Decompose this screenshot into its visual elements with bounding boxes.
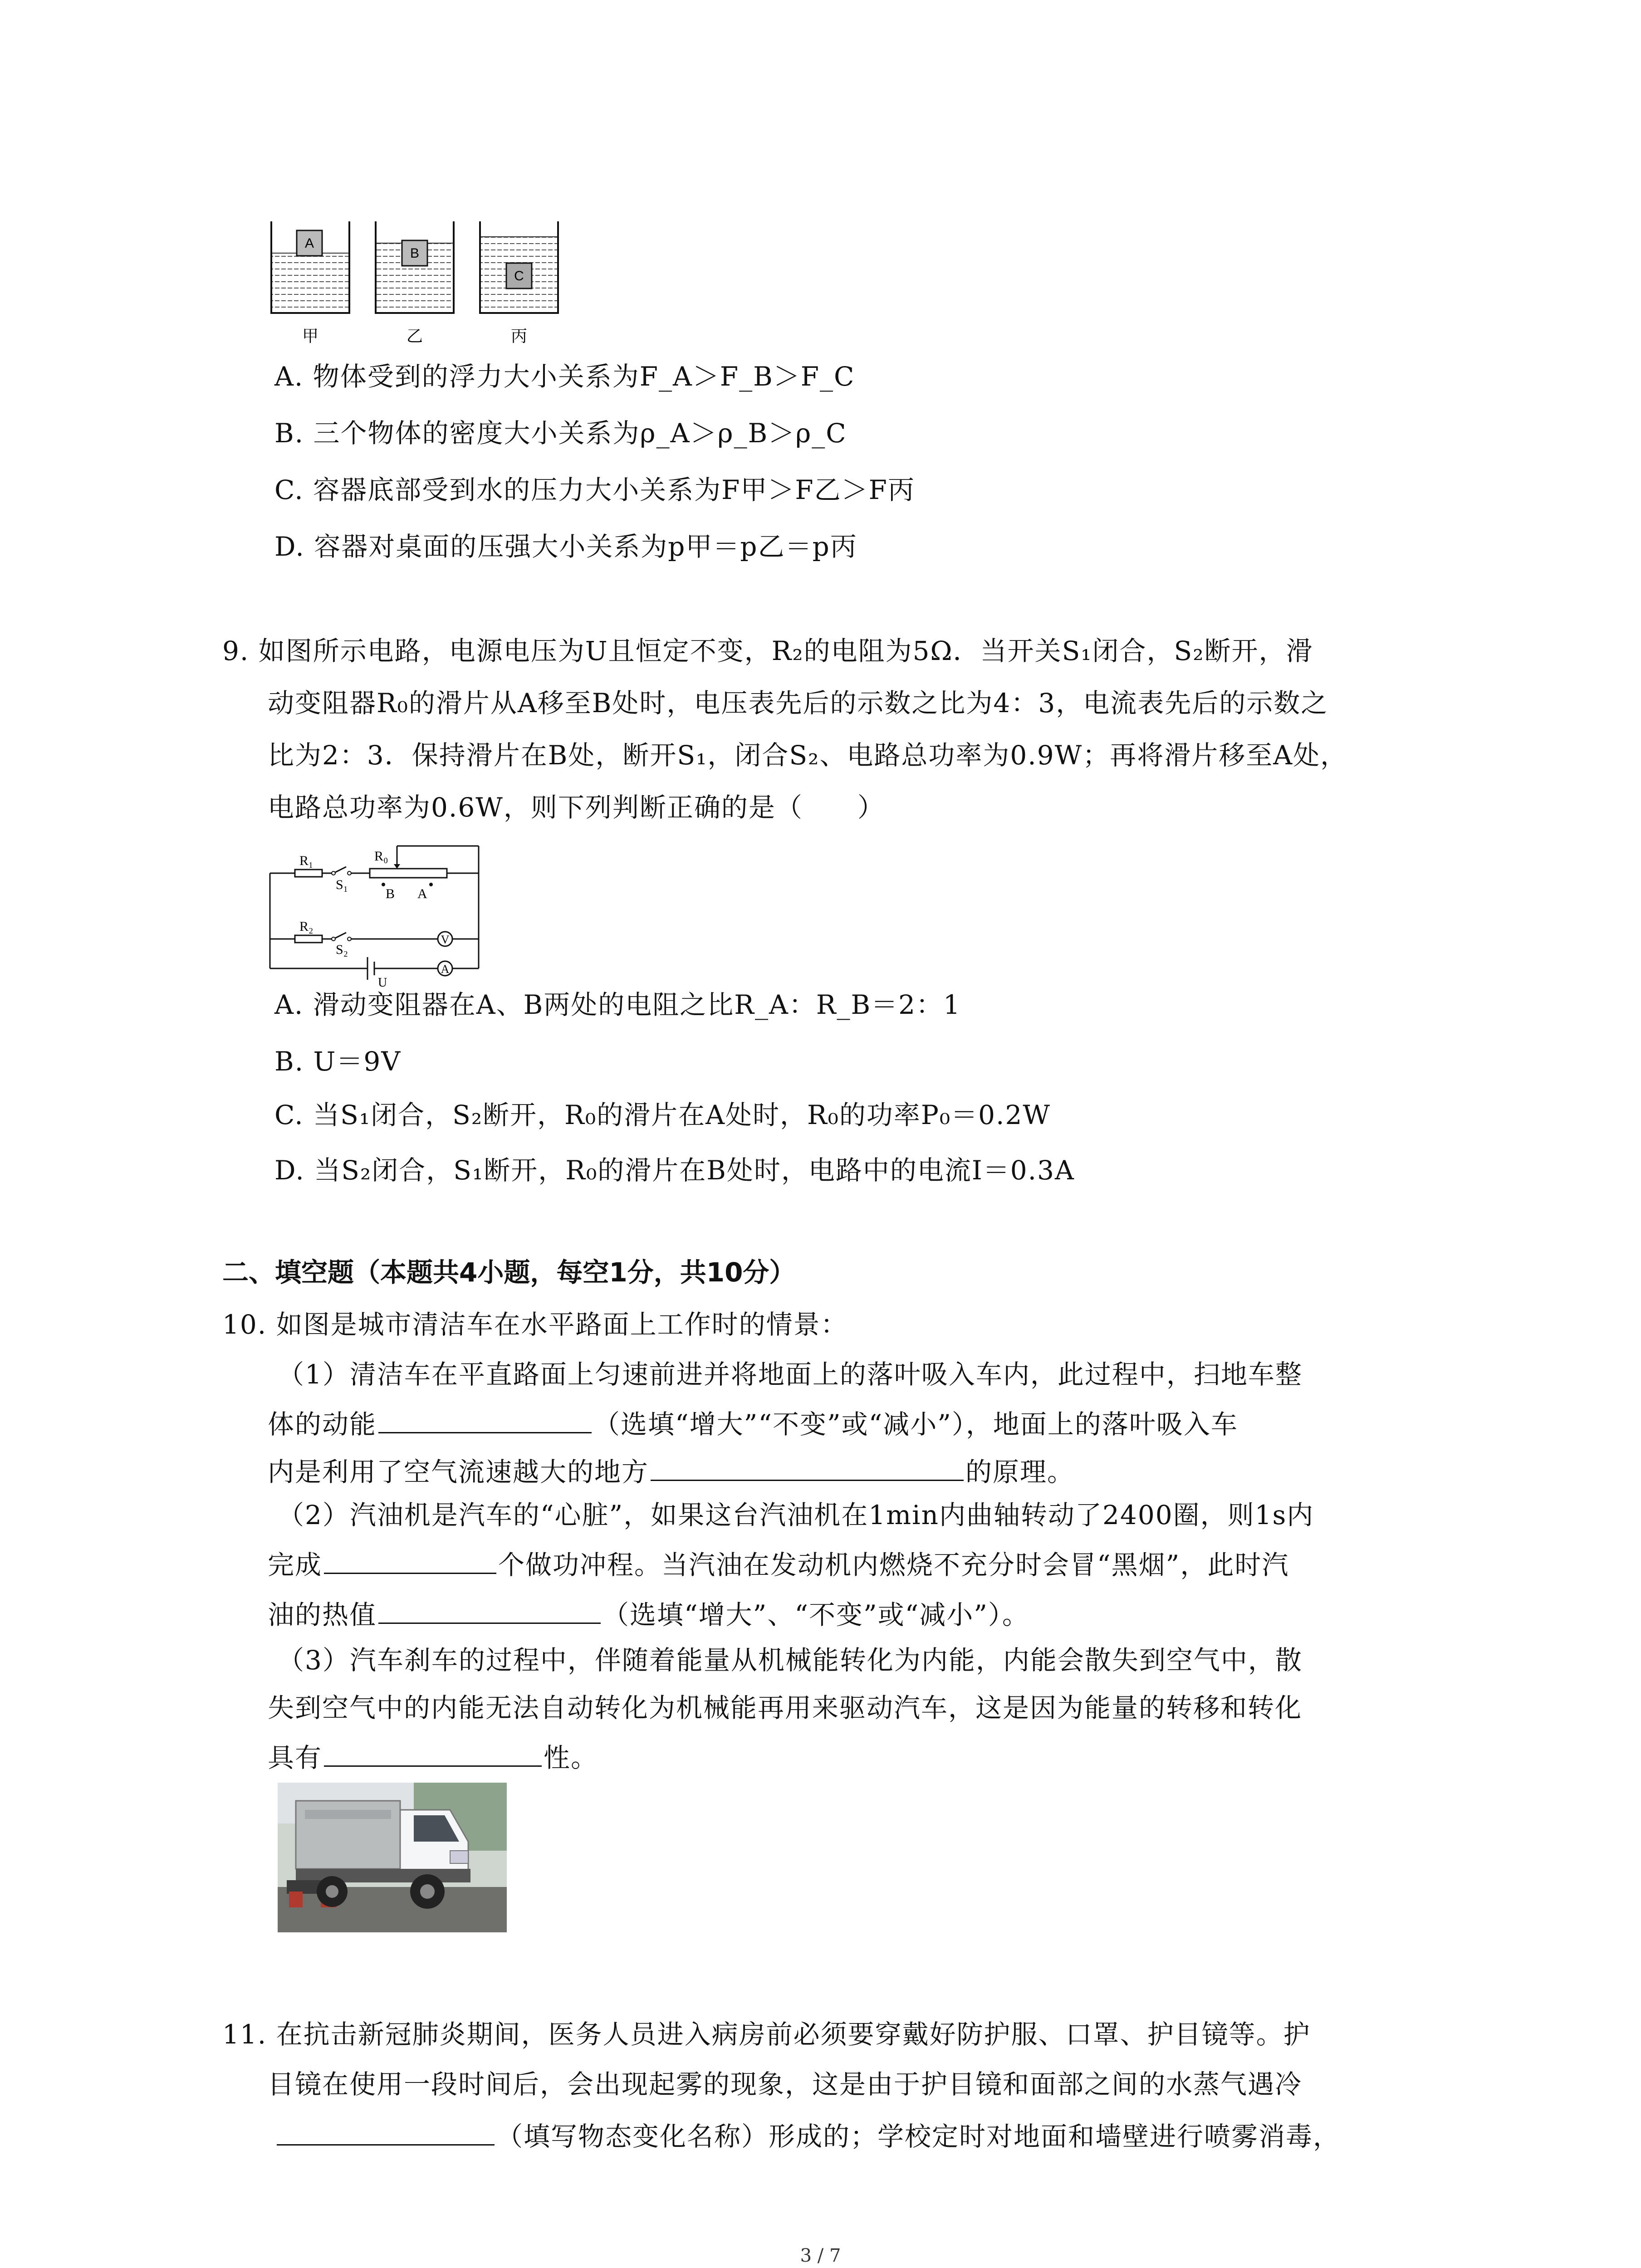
q10-part1-text-b: （选填“增大”“不变”或“减小”），地面上的落叶吸入车	[593, 1409, 1238, 1440]
ammeter-icon: A	[441, 963, 450, 976]
q9-stem-line-2: 动变阻器R₀的滑片从A移至B处时，电压表先后的示数之比为4：3，电流表先后的示数之	[268, 688, 1328, 719]
q9-option-a: A. 滑动变阻器在A、B两处的电阻之比R_A：R_B＝2：1	[274, 989, 961, 1020]
q10-part2-line-1: （2）汽油机是汽车的“心脏”，如果这台汽油机在1min内曲轴转动了2400圈，则1s内	[278, 1500, 1314, 1530]
q10-part2-line-3	[268, 1594, 1029, 1633]
q10-part3-line-1: （3）汽车刹车的过程中，伴随着能量从机械能转化为内能，内能会散失到空气中，散	[278, 1645, 1303, 1676]
container-jia	[271, 221, 349, 313]
q11-line-3	[268, 2116, 1340, 2155]
label-u: U	[378, 976, 387, 990]
q10-part1-text-d: 的原理。	[965, 1457, 1075, 1487]
voltmeter-icon: V	[441, 933, 450, 946]
block-c-label: C	[514, 269, 524, 284]
q10-part3-text-a: 具有	[268, 1742, 323, 1773]
q10-part1-text-c: 内是利用了空气流速越大的地方	[268, 1457, 649, 1487]
q10-part2-text-c: 油的热值	[268, 1599, 377, 1630]
containers-figure	[268, 221, 585, 357]
q10-stem: 10. 如图是城市清洁车在水平路面上工作时的情景：	[222, 1309, 848, 1340]
q8-option-a: A. 物体受到的浮力大小关系为F_A＞F_B＞F_C	[274, 361, 855, 392]
q9-option-d: D. 当S₂闭合，S₁断开，R₀的滑片在B处时，电路中的电流I＝0.3A	[274, 1155, 1075, 1186]
answer-blank-5[interactable]	[324, 1737, 542, 1767]
caption-yi: 乙	[406, 327, 423, 346]
q10-part2-text-d: （选填“增大”、“不变”或“减小”）。	[603, 1599, 1029, 1630]
q8-option-d: D. 容器对桌面的压强大小关系为p甲＝p乙＝p丙	[274, 531, 857, 562]
q10-part3-line-3	[268, 1737, 598, 1776]
block-b-label: B	[410, 246, 420, 261]
label-s2: S₂	[336, 942, 348, 957]
label-r2: R₂	[299, 919, 314, 934]
block-a-label: A	[304, 236, 314, 251]
q10-part1-text-a: 体的动能	[268, 1409, 377, 1440]
q9-option-c: C. 当S₁闭合，S₂断开，R₀的滑片在A处时，R₀的功率P₀＝0.2W	[274, 1100, 1051, 1130]
q8-option-b: B. 三个物体的密度大小关系为ρ_A＞ρ_B＞ρ_C	[274, 418, 847, 449]
q9-stem-line-1: 9. 如图所示电路，电源电压为U且恒定不变，R₂的电阻为5Ω．当开关S₁闭合，S₂断开，滑	[222, 635, 1313, 666]
section-title: 二、填空题（本题共4小题，每空1分，共10分）	[222, 1257, 796, 1288]
page-number: 3 / 7	[800, 2245, 841, 2266]
q10-part3-line-2: 失到空气中的内能无法自动转化为机械能再用来驱动汽车，这是因为能量的转移和转化	[268, 1692, 1303, 1723]
q11-line-2: 目镜在使用一段时间后，会出现起雾的现象，这是由于护目镜和面部之间的水蒸气遇冷	[268, 2069, 1303, 2100]
q11-line-3-text: （填写物态变化名称）形成的；学校定时对地面和墙壁进行喷雾消毒，	[496, 2121, 1341, 2152]
q10-part2-line-2	[268, 1545, 1289, 1583]
container-bing	[480, 221, 558, 313]
caption-bing: 丙	[510, 327, 528, 346]
label-r0: R₀	[374, 849, 388, 864]
container-yi	[376, 221, 454, 313]
q11-line-1: 11. 在抗击新冠肺炎期间，医务人员进入病房前必须要穿戴好防护服、口罩、护目镜等。护	[222, 2019, 1311, 2050]
q9-stem-line-3: 比为2：3．保持滑片在B处，断开S₁，闭合S₂、电路总功率为0.9W；再将滑片移至A处，	[268, 740, 1348, 771]
q10-part1-line-2	[268, 1404, 1238, 1442]
q10-part1-line-1: （1）清洁车在平直路面上匀速前进并将地面上的落叶吸入车内，此过程中，扫地车整	[278, 1359, 1303, 1390]
circuit-diagram	[265, 841, 483, 991]
q10-part3-text-b: 性。	[544, 1742, 598, 1773]
answer-blank-4[interactable]	[378, 1594, 601, 1624]
q8-option-c: C. 容器底部受到水的压力大小关系为F甲＞F乙＞F丙	[274, 474, 915, 505]
label-s1: S₁	[336, 877, 348, 892]
answer-blank-2[interactable]	[651, 1452, 964, 1481]
q10-part2-text-a: 完成	[268, 1549, 323, 1580]
answer-blank-6[interactable]	[277, 2116, 495, 2146]
street-sweeper-photo	[278, 1783, 507, 1932]
answer-blank-3[interactable]	[324, 1545, 496, 1574]
q9-stem-line-4: 电路总功率为0.6W，则下列判断正确的是（ ）	[268, 792, 885, 823]
label-a-slider: A	[417, 886, 427, 901]
q9-option-b: B. U＝9V	[274, 1046, 402, 1077]
q10-part2-text-b: 个做功冲程。当汽油在发动机内燃烧不充分时会冒“黑烟”，此时汽	[498, 1549, 1289, 1580]
label-r1: R₁	[299, 853, 314, 868]
answer-blank-1[interactable]	[378, 1404, 592, 1433]
caption-jia: 甲	[302, 327, 319, 346]
q10-part1-line-3	[268, 1452, 1074, 1490]
label-b: B	[386, 886, 395, 901]
